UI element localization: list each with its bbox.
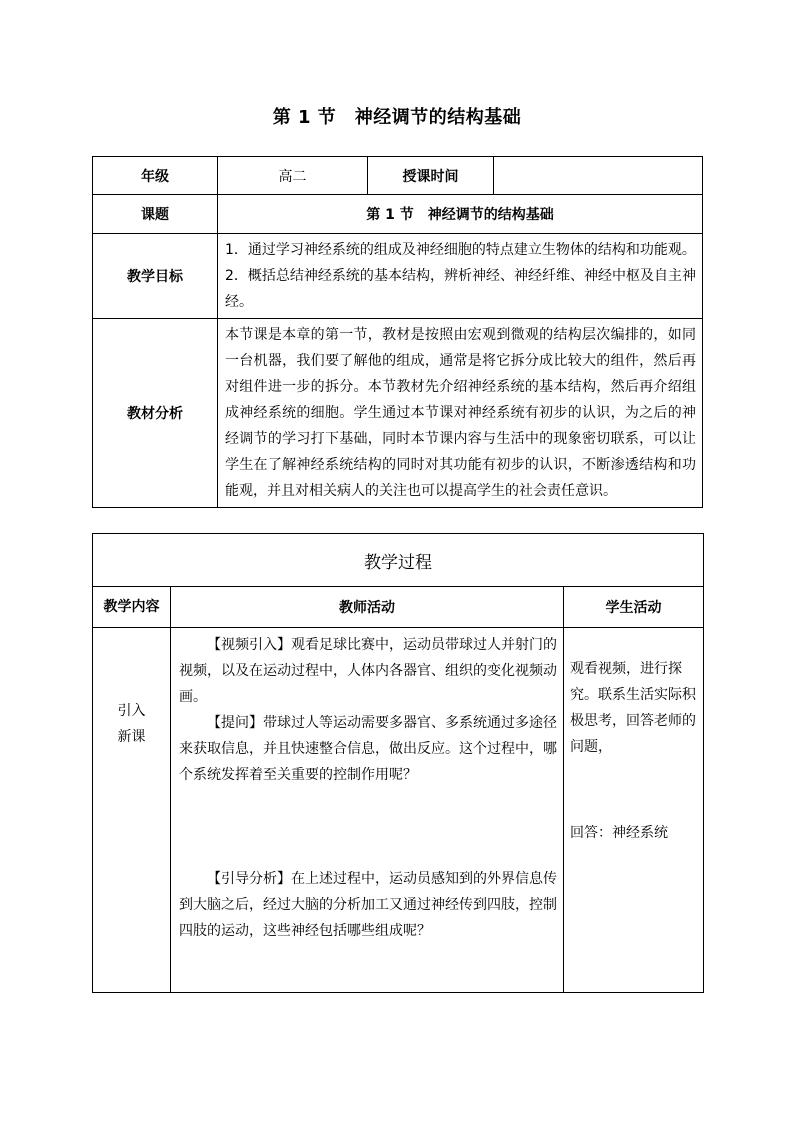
student-paragraph: 观看视频，进行探究。联系生活实际积极思考，回答老师的问题， bbox=[570, 661, 696, 755]
topic-label: 课题 bbox=[93, 195, 218, 234]
time-label: 授课时间 bbox=[368, 157, 494, 195]
col-header-teacher: 教师活动 bbox=[171, 587, 564, 628]
analysis-label: 教材分析 bbox=[93, 319, 218, 508]
col-header-student: 学生活动 bbox=[564, 587, 704, 628]
goal-item: 1．通过学习神经系统的组成及神经细胞的特点建立生物体的结构和功能观。 bbox=[225, 242, 696, 258]
teacher-paragraph: 【引导分析】在上述过程中，运动员感知到的外界信息传到大脑之后，经过大脑的分析加工又通过神经传到四肢，控制四肢的运动，这些神经包括哪些组成呢？ bbox=[179, 871, 557, 939]
teacher-tag: 【引导分析】 bbox=[207, 871, 291, 887]
analysis-paragraph: 本节课是本章的第一节，教材是按照由宏观到微观的结构层次编排的，如同一台机器，我们要了解他的组成，通常是将它拆分成比较大的组件，然后再对组件进一步的拆分。本节教材先介绍神经系统的基本结构，然后再介绍组成神经系统的细胞。学生通过本节课对神经系统有初步的认识，为之后的神经调节的学习打下基础，同时本节课内容与生活中的现象密切联系，可以让学生在了解神经系统结构的同时对其功能有初步的认识，不断渗透结构和功能观，并且对相关病人的关注也可以提高学生的社会责任意识。 bbox=[225, 327, 696, 499]
process-table bbox=[92, 533, 704, 993]
info-table bbox=[92, 156, 703, 508]
process-title: 教学过程 bbox=[93, 534, 704, 587]
col-header-content: 教学内容 bbox=[93, 587, 171, 628]
row-content-label: 引入新课 bbox=[93, 628, 171, 993]
teacher-tag: 【视频引入】 bbox=[207, 637, 291, 653]
analysis-text bbox=[218, 319, 703, 508]
teacher-paragraph: 【提问】带球过人等运动需要多器官、多系统通过多途径来获取信息，并且快速整合信息，做出反应。这个过程中，哪个系统发挥着至关重要的控制作用呢？ bbox=[179, 715, 557, 783]
student-activity bbox=[564, 628, 704, 993]
teacher-activity bbox=[171, 628, 564, 993]
teacher-tag: 【提问】 bbox=[207, 715, 263, 731]
time-value bbox=[494, 157, 703, 195]
teacher-paragraph: 【视频引入】观看足球比赛中，运动员带球过人并射门的视频，以及在运动过程中，人体内各器官、组织的变化视频动画。 bbox=[179, 637, 557, 705]
goals-label: 教学目标 bbox=[93, 234, 218, 319]
student-answer: 回答：神经系统 bbox=[570, 825, 668, 841]
grade-label: 年级 bbox=[93, 157, 218, 195]
goal-item: 2．概括总结神经系统的基本结构，辨析神经、神经纤维、神经中枢及自主神经。 bbox=[225, 268, 696, 310]
topic-value: 第 1 节 神经调节的结构基础 bbox=[218, 195, 703, 234]
goals-list bbox=[218, 234, 703, 319]
document-title: 第 1 节 神经调节的结构基础 bbox=[272, 107, 522, 128]
grade-value: 高二 bbox=[218, 157, 368, 195]
